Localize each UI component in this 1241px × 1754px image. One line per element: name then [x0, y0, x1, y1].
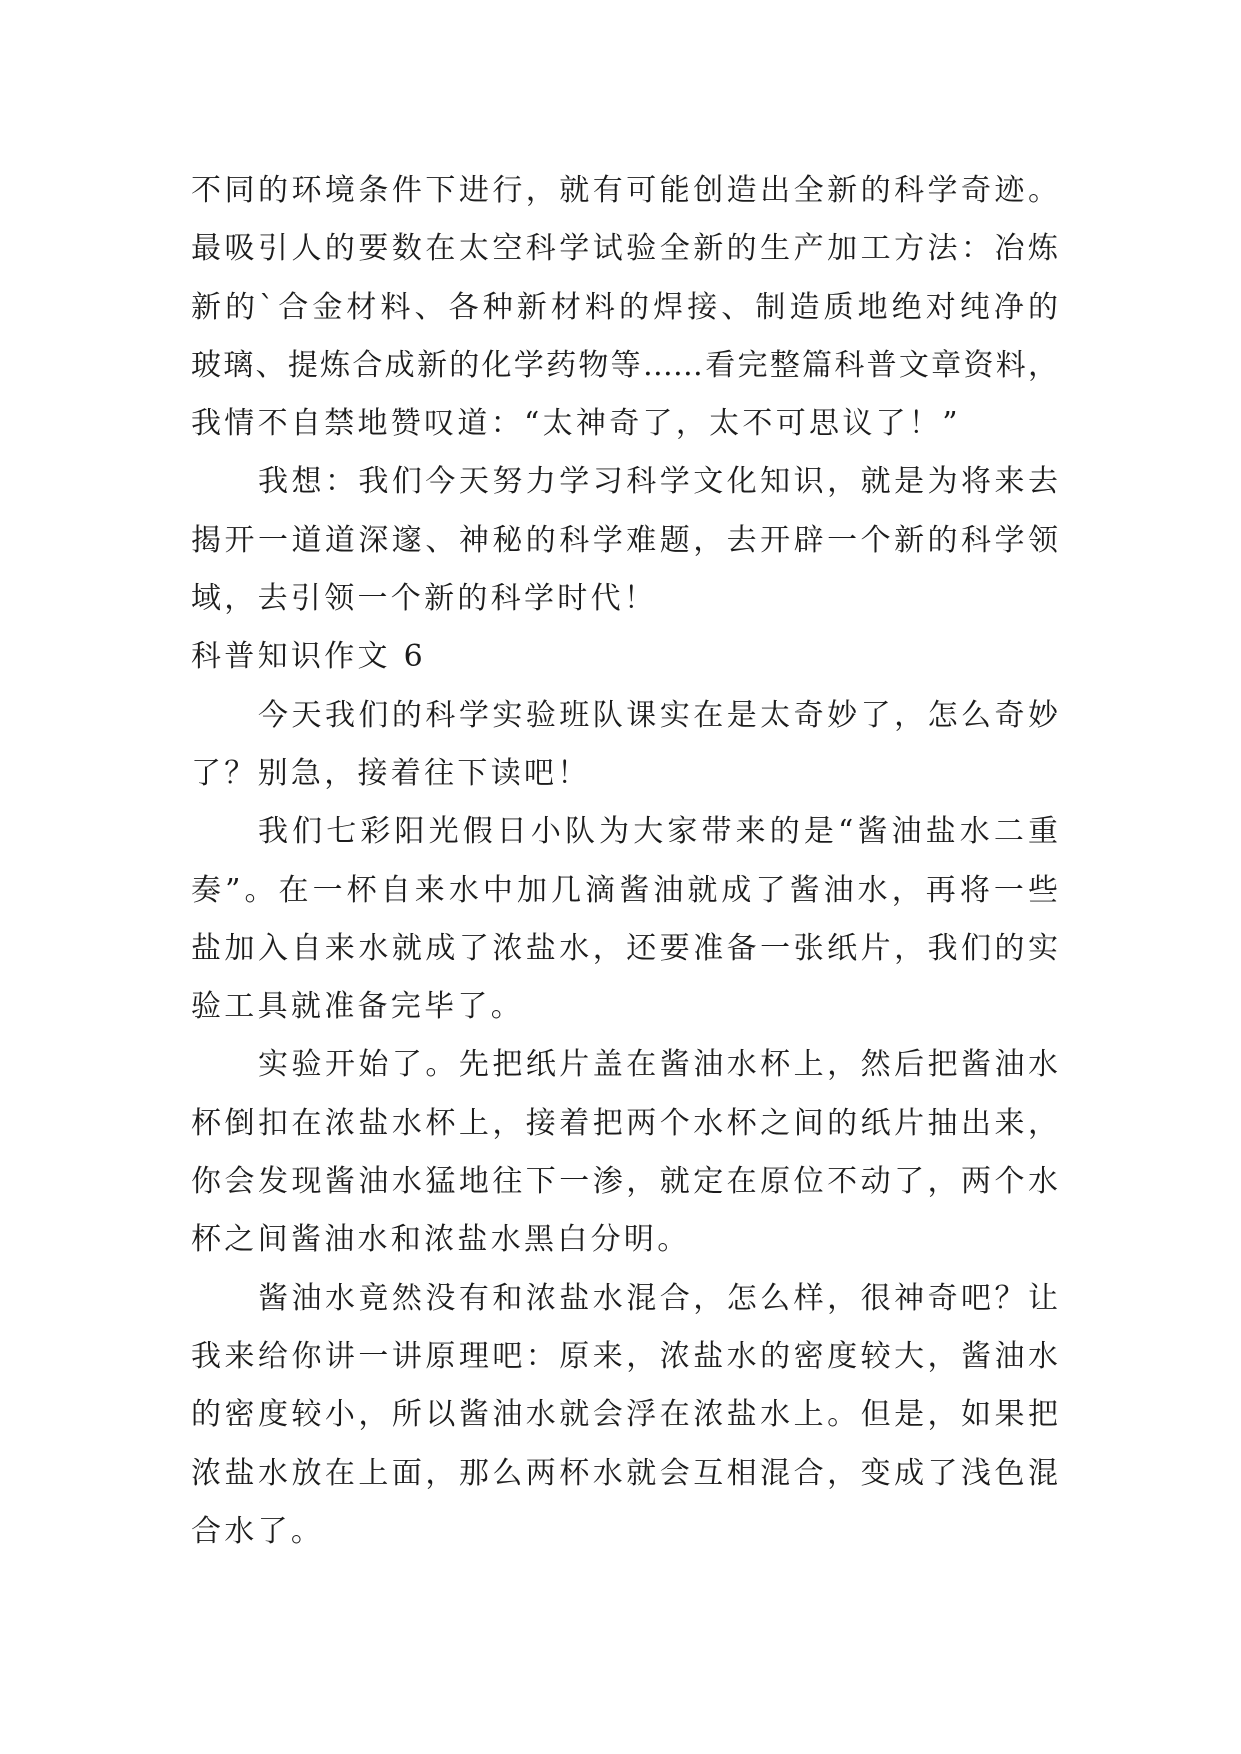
text-line: 玻璃、提炼合成新的化学药物等……看完整篇科普文章资料，: [191, 347, 1058, 383]
paragraph: [191, 453, 1058, 628]
text-line: 我们七彩阳光假日小队为大家带来的是“酱油盐水二重: [258, 814, 1058, 850]
text-line: 你会发现酱油水猛地往下一渗，就定在原位不动了，两个水: [191, 1164, 1058, 1200]
text-line: 新的`合金材料、各种新材料的焊接、制造质地绝对纯净的: [191, 289, 1058, 325]
text-line: 不同的环境条件下进行，就有可能创造出全新的科学奇迹。: [191, 173, 1058, 208]
text-line: 我情不自禁地赞叹道：“太神奇了，太不可思议了！”: [191, 406, 961, 442]
text-line: 杯之间酱油水和浓盐水黑白分明。: [191, 1222, 691, 1258]
text-line: 我来给你讲一讲原理吧：原来，浓盐水的密度较大，酱油水: [191, 1338, 1058, 1374]
text-line: 我想：我们今天努力学习科学文化知识，就是为将来去: [258, 464, 1058, 500]
text-line: 最吸引人的要数在太空科学试验全新的生产加工方法：冶炼: [191, 231, 1058, 267]
text-line: 域，去引领一个新的科学时代！: [191, 581, 658, 617]
paragraph: [191, 803, 1058, 1036]
text-line: 杯倒扣在浓盐水杯上，接着把两个水杯之间的纸片抽出来，: [191, 1105, 1058, 1141]
text-line: 今天我们的科学实验班队课实在是太奇妙了，怎么奇妙: [258, 697, 1058, 733]
section-heading: 科普知识作文 6: [191, 639, 427, 675]
text-line: 验工具就准备完毕了。: [191, 989, 524, 1025]
document-page: [191, 162, 1058, 1561]
text-line: 实验开始了。先把纸片盖在酱油水杯上，然后把酱油水: [258, 1047, 1058, 1083]
paragraph: [191, 1036, 1058, 1269]
text-line: 揭开一道道深邃、神秘的科学难题，去开辟一个新的科学领: [191, 522, 1058, 558]
text-line: 的密度较小，所以酱油水就会浮在浓盐水上。但是，如果把: [191, 1397, 1058, 1433]
text-line: 浓盐水放在上面，那么两杯水就会互相混合，变成了浅色混: [191, 1455, 1058, 1491]
text-line: 盐加入自来水就成了浓盐水，还要准备一张纸片，我们的实: [191, 930, 1058, 966]
text-line: 酱油水竟然没有和浓盐水混合，怎么样，很神奇吧？让: [258, 1280, 1058, 1316]
text-line: 奏”。在一杯自来水中加几滴酱油就成了酱油水，再将一些: [191, 872, 1058, 908]
text-line: 合水了。: [191, 1513, 325, 1549]
paragraph: [191, 162, 1058, 453]
text-line: 了？别急，接着往下读吧！: [191, 755, 591, 791]
paragraph: [191, 687, 1058, 804]
paragraph: [191, 1270, 1058, 1561]
